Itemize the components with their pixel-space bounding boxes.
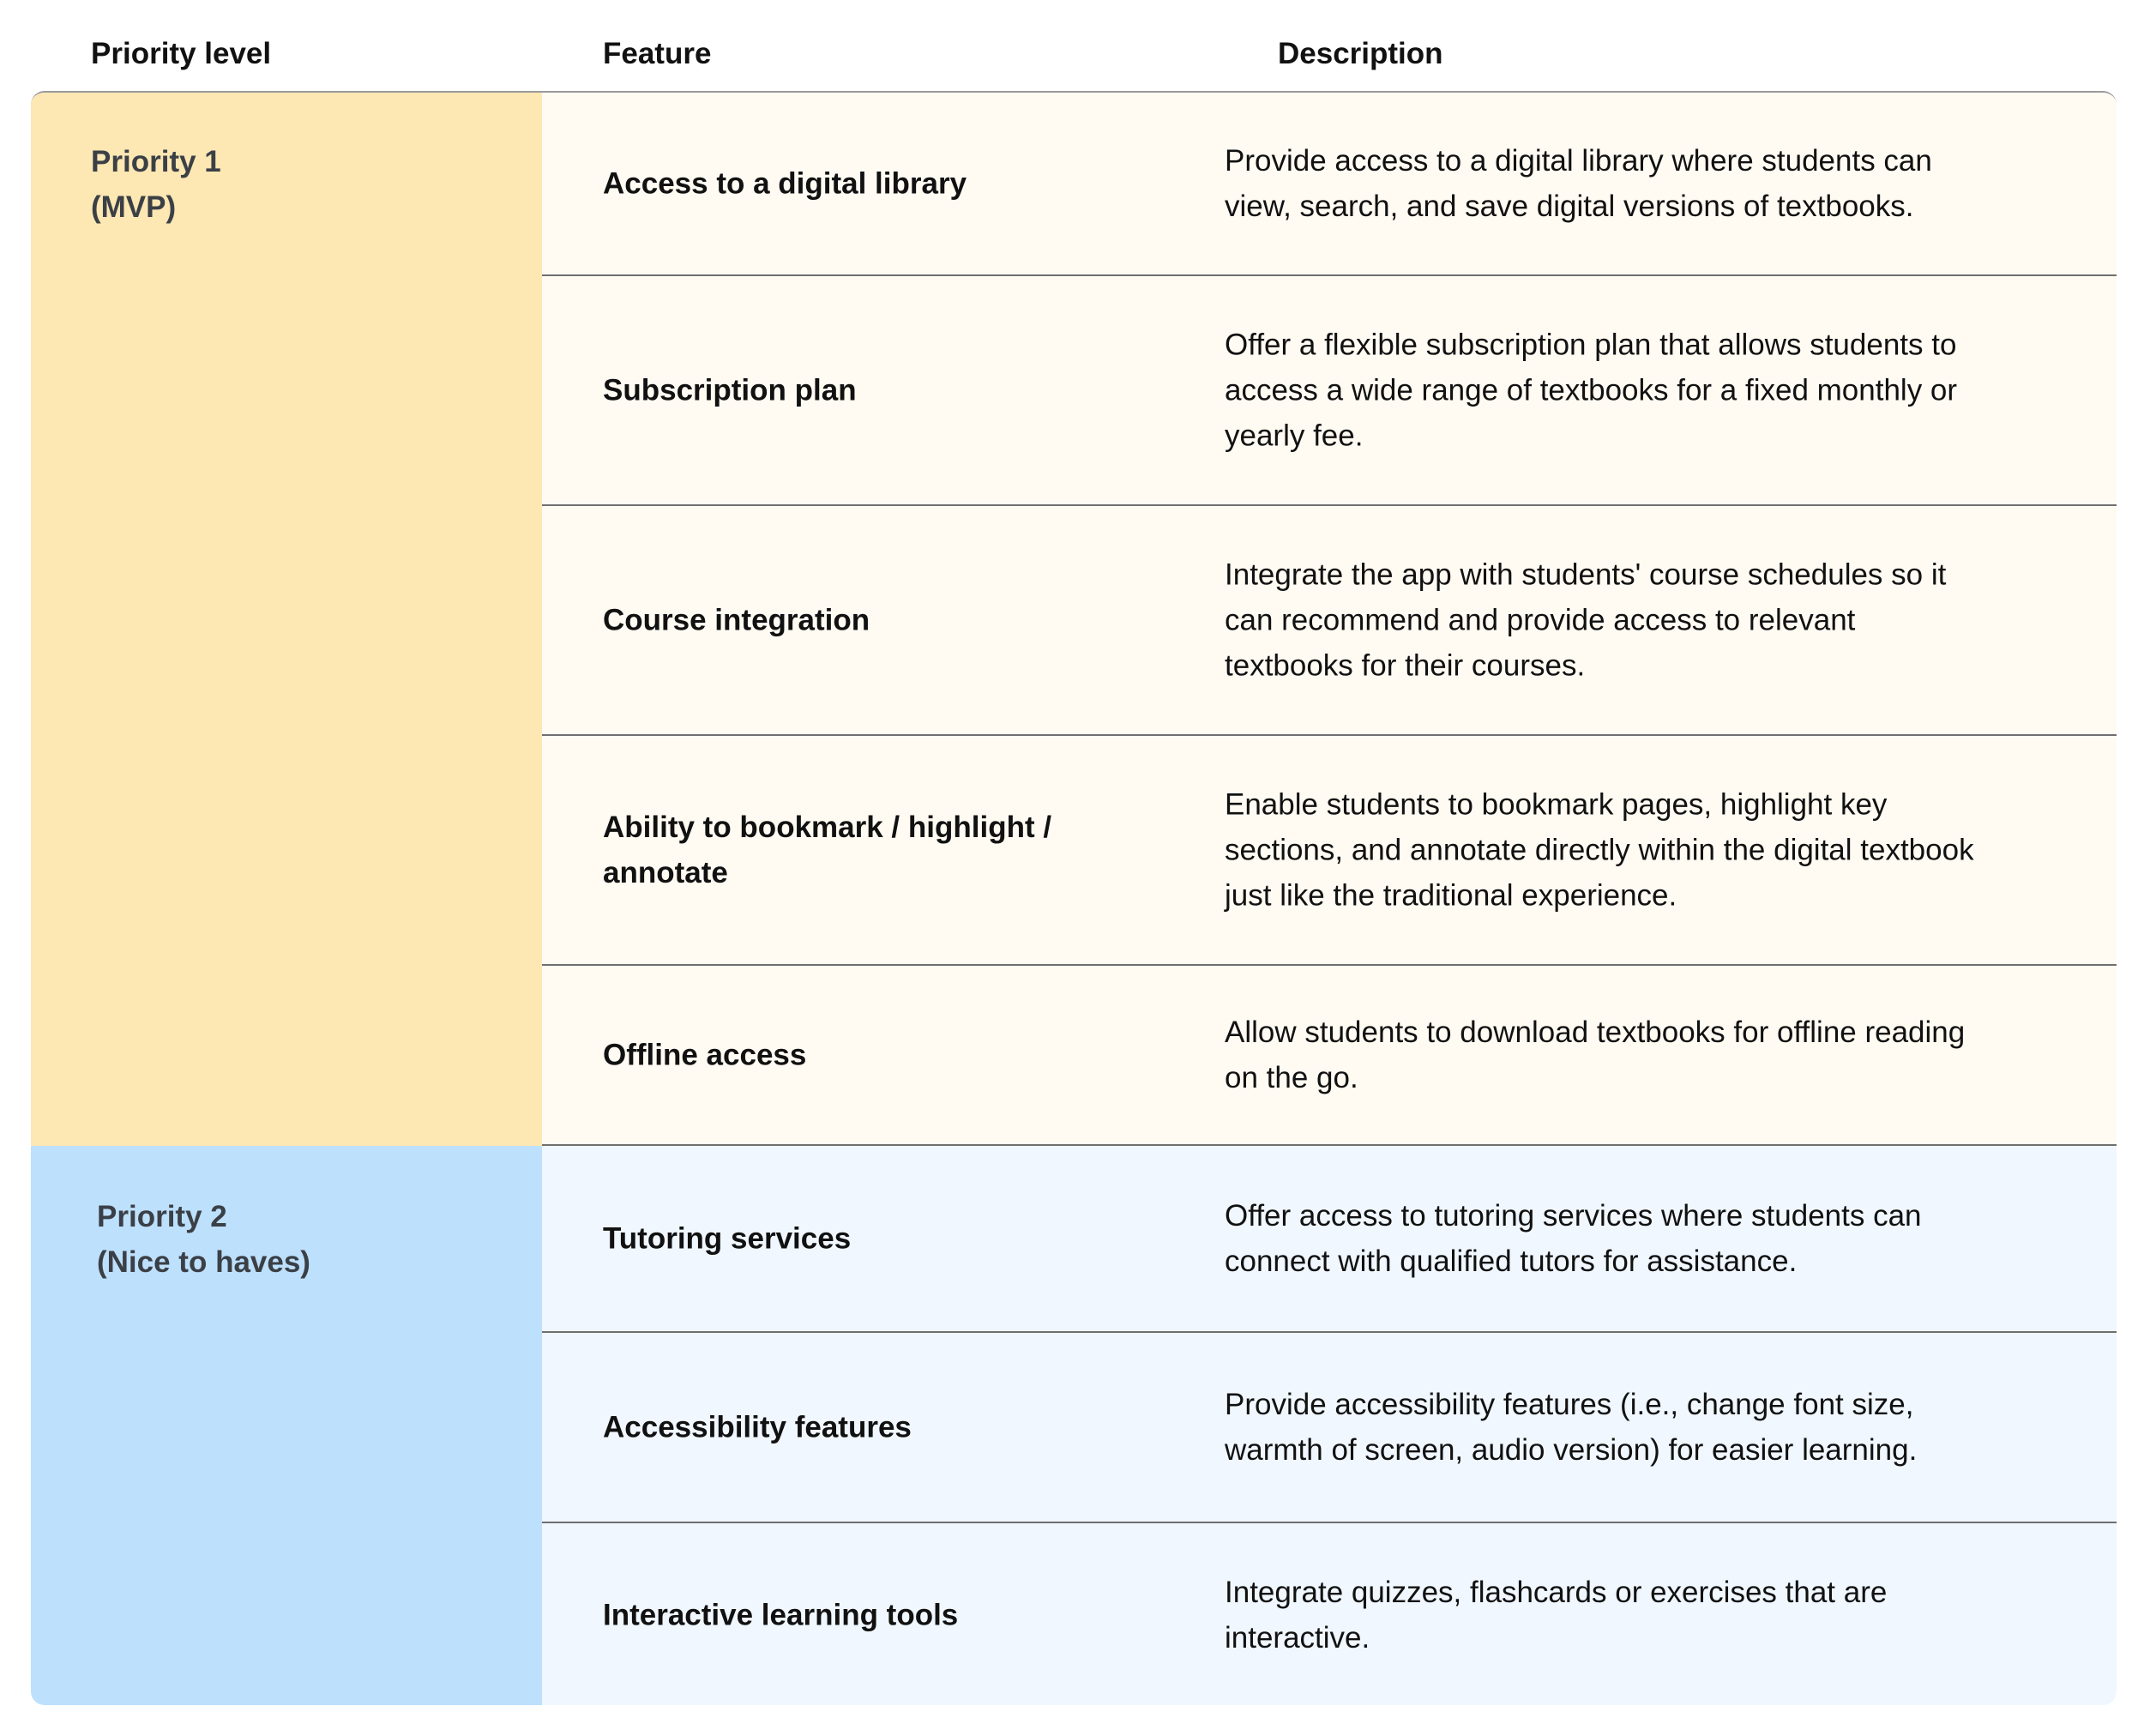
feature-description: Integrate quizzes, flashcards or exercises that are interactive. — [1225, 1576, 1888, 1655]
feature-description: Allow students to download textbooks for offline reading on the go. — [1225, 1016, 1966, 1094]
table-row — [542, 276, 2117, 506]
priority-group-2 — [31, 1146, 2117, 1705]
header-description: Description — [1278, 37, 1443, 70]
priority-2-title: Priority 2 — [97, 1200, 227, 1233]
feature-name: Ability to bookmark / highlight / annotate — [603, 811, 1052, 889]
table-row — [542, 1146, 2117, 1333]
feature-name: Tutoring services — [603, 1221, 852, 1256]
priority-2-rows — [542, 1146, 2117, 1705]
feature-description: Enable students to bookmark pages, highlight key sections, and annotate directly within the digital textbook just like the traditional experience. — [1225, 787, 1974, 913]
feature-name: Course integration — [603, 603, 870, 637]
header-feature: Feature — [603, 37, 712, 70]
table-row — [542, 966, 2117, 1146]
priority-1-title: Priority 1 — [91, 145, 221, 178]
priority-2-label-cell — [31, 1146, 542, 1705]
table-header — [0, 0, 2144, 91]
table-row — [542, 1333, 2117, 1523]
header-priority-level: Priority level — [91, 37, 272, 70]
priority-1-label-cell — [31, 93, 542, 1146]
feature-name: Accessibility features — [603, 1410, 912, 1444]
feature-name: Subscription plan — [603, 373, 857, 407]
priority-group-1 — [31, 93, 2117, 1146]
feature-description: Provide accessibility features (i.e., change font size, warmth of screen, audio version) for easier learning. — [1225, 1388, 1918, 1467]
priority-1-rows — [542, 93, 2117, 1146]
table-row — [542, 93, 2117, 276]
priority-1-subtitle: (MVP) — [91, 190, 177, 224]
feature-description: Integrate the app with students' course schedules so it can recommend and provide access to relevant textbooks for their courses. — [1225, 558, 1947, 683]
feature-description: Provide access to a digital library where students can view, search, and save digital versions of textbooks. — [1225, 144, 1932, 223]
feature-name: Access to a digital library — [603, 166, 967, 201]
feature-name: Interactive learning tools — [603, 1598, 959, 1632]
priority-2-subtitle: (Nice to haves) — [97, 1245, 310, 1279]
table-row — [542, 1523, 2117, 1705]
feature-name: Offline access — [603, 1038, 807, 1072]
feature-description: Offer access to tutoring services where students can connect with qualified tutors for assistance. — [1225, 1199, 1922, 1278]
feature-description: Offer a flexible subscription plan that allows students to access a wide range of textbooks for a fixed monthly or yearly fee. — [1225, 328, 1958, 453]
table-row — [542, 736, 2117, 966]
priority-table — [31, 91, 2117, 1705]
table-row — [542, 506, 2117, 736]
